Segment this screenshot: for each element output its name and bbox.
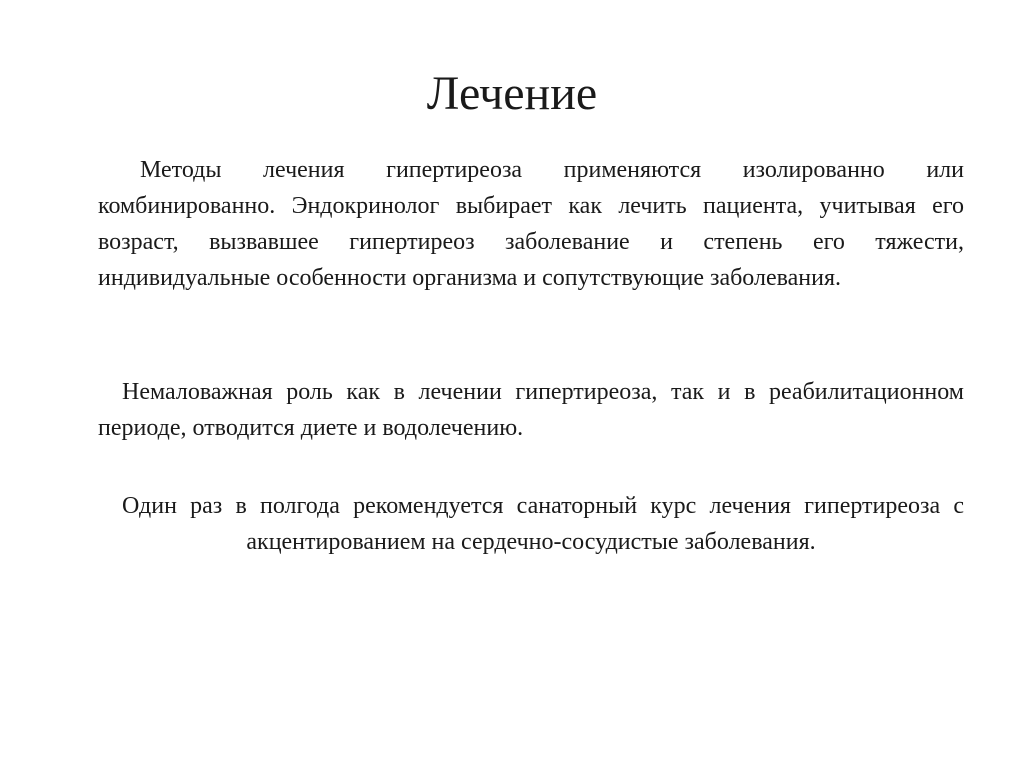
paragraph-diet-hydrotherapy: Немаловажная роль как в лечении гипертиреоза, так и в реабилитационном периоде, отводится диете и водолечению. (98, 379, 964, 441)
paragraph-sanatorium-course: Один раз в полгода рекомендуется санаторный курс лечения гипертиреоза с акцентированием на сердечно-сосудистые заболевания. (122, 493, 964, 555)
paragraph-treatment-methods: Методы лечения гипертиреоза применяются изолированно или комбинированно. Эндокринолог выбирает как лечить пациента, учитывая его возраст, вызвавшее гипертиреоз заболевание и степень его тяжести, индивидуальные особенности организма и сопутствующие заболевания. (98, 157, 964, 291)
slide-title: Лечение (426, 67, 598, 120)
